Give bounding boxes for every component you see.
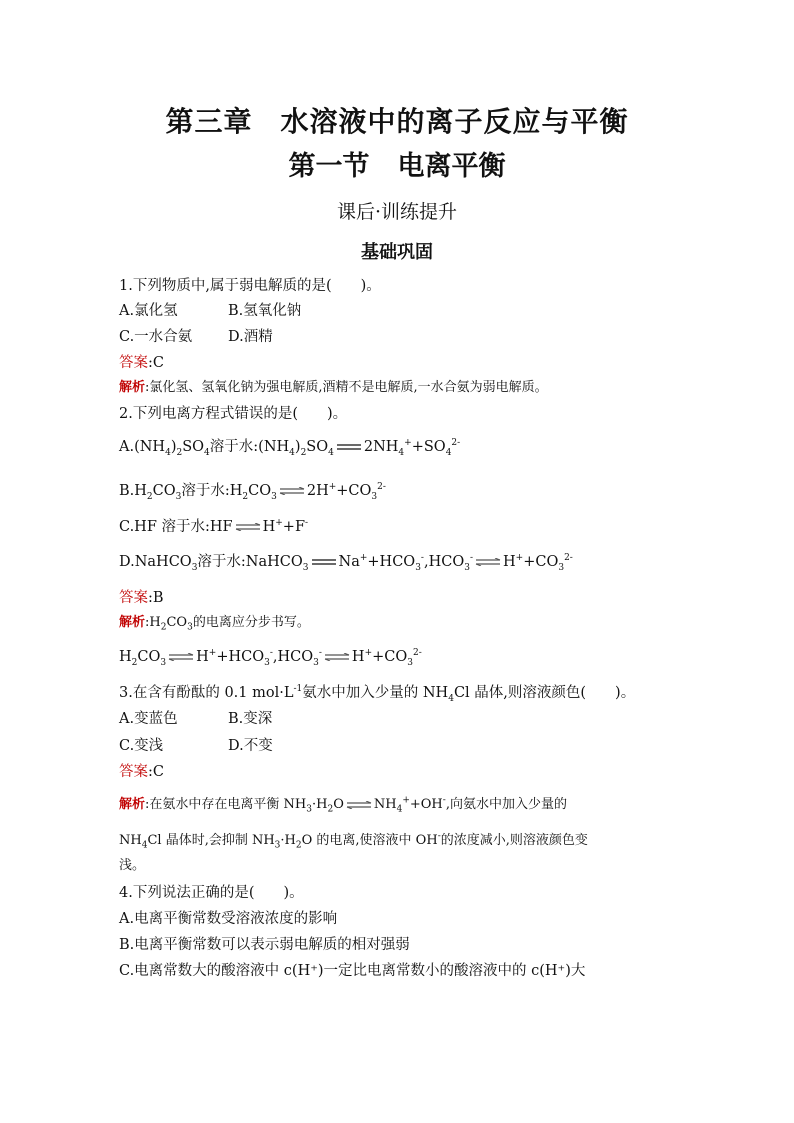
q2-option-d: D.NaHCO$_3$溶于水:NaHCO$_3$ $Na^++HCO_3^-,HCO_3^-$ $H^++CO_3^{2-}$ bbox=[119, 553, 573, 573]
equilibrium-arrow-icon bbox=[324, 653, 350, 661]
explain-label: 解析 bbox=[119, 797, 146, 812]
q2-option-c: C.HF 溶于水:HF H++F- bbox=[119, 518, 309, 535]
q4-option-b: B.电离平衡常数可以表示弱电解质的相对强弱 bbox=[119, 937, 410, 953]
answer-label: 答案 bbox=[119, 355, 148, 371]
chapter-number: 第三章 bbox=[165, 105, 253, 138]
equilibrium-arrow-icon bbox=[235, 523, 261, 531]
q2-answer-value: :B bbox=[148, 590, 164, 606]
q3-explanation-line2: $NH_4Cl$ 晶体时,会抑制 $NH_3\cdot H_2O$ 的电离,使溶液中 OH-的浓度减小,则溶液颜色变 bbox=[119, 831, 588, 851]
q3-explain-part-a: :在氨水中存在电离平衡 NH bbox=[145, 797, 307, 812]
q4-stem: 4.下列说法正确的是( )。 bbox=[119, 885, 304, 901]
q2-answer bbox=[119, 588, 164, 608]
q3-option-a: A.变蓝色 bbox=[119, 711, 178, 727]
q3-explanation-line3: 浅。 bbox=[119, 858, 146, 873]
equals-sign-icon bbox=[311, 558, 337, 566]
q1-option-d: D.酒精 bbox=[228, 329, 273, 345]
q3-stem-part-b: 氨水中加入少量的 NH bbox=[302, 685, 449, 701]
q2-explain-text: 的电离应分步书写。 bbox=[192, 615, 310, 630]
q2-stem: 2.下列电离方程式错误的是( )。 bbox=[119, 406, 348, 422]
q3-answer-value: :C bbox=[148, 764, 164, 780]
q2-option-a: $A.(NH_4)_2SO_4$溶于水$:(NH_4)_2SO_4$ $2NH_4^++SO_4^{2-}$ bbox=[119, 438, 461, 458]
q3-option-d: D.不变 bbox=[228, 738, 273, 754]
equals-sign-icon bbox=[336, 443, 362, 451]
q1-option-c: C.一水合氨 bbox=[119, 329, 193, 345]
subtitle: 课后·训练提升 bbox=[336, 201, 458, 223]
q3-explain-part-b: ,向氨水中加入少量的 bbox=[445, 797, 567, 812]
q1-option-a: A.氯化氢 bbox=[119, 303, 178, 319]
q3-option-b: B.变深 bbox=[228, 711, 273, 727]
q1-option-b: B.氢氧化钠 bbox=[228, 303, 302, 319]
explain-label: 解析 bbox=[119, 615, 146, 630]
q3-stem-part-a: 3.在含有酚酞的 0.1 mol·L bbox=[119, 685, 294, 701]
part-heading: 基础巩固 bbox=[361, 242, 433, 263]
section-heading bbox=[0, 144, 794, 183]
section-number: 第一节 bbox=[288, 151, 370, 182]
q3-explanation-line1: 解析:在氨水中存在电离平衡 $NH_3\cdot H_2O$ $NH_4^++OH^-$,向氨水中加入少量的 bbox=[119, 795, 567, 815]
q3-option-c: C.变浅 bbox=[119, 738, 164, 754]
q2-explain-equation: $H_2CO_3$ $H^++HCO_3^-,HCO_3^-$ $H^++CO_3^{2-}$ bbox=[119, 648, 422, 668]
q1-explain-text: :氯化氢、氢氧化钠为强电解质,酒精不是电解质,一水合氨为弱电解质。 bbox=[145, 380, 548, 395]
q1-explanation bbox=[119, 378, 548, 398]
equilibrium-arrow-icon bbox=[279, 487, 305, 495]
equilibrium-arrow-icon bbox=[346, 801, 372, 809]
q3-explain-part-c: Cl 晶体时,会抑制 NH bbox=[147, 833, 275, 848]
q2-explanation: 解析$:H_2CO_3$的电离应分步书写。 bbox=[119, 615, 310, 633]
explain-label: 解析 bbox=[119, 380, 146, 395]
answer-label: 答案 bbox=[119, 590, 148, 606]
q4-option-a: A.电离平衡常数受溶液浓度的影响 bbox=[119, 911, 338, 927]
answer-label: 答案 bbox=[119, 764, 148, 780]
q3-stem-part-c: Cl 晶体,则溶液颜色( )。 bbox=[453, 685, 636, 701]
section-title: 电离平衡 bbox=[397, 151, 506, 182]
q2-option-b: $B.H_2CO_3$溶于水$:H_2CO_3$ $2H^++CO_3^{2-}$ bbox=[119, 482, 386, 502]
q4-option-c: C.电离常数大的酸溶液中 c(H⁺)一定比电离常数小的酸溶液中的 c(H⁺)大 bbox=[119, 963, 586, 979]
equilibrium-arrow-icon bbox=[168, 653, 194, 661]
q1-stem: 1.下列物质中,属于弱电解质的是( )。 bbox=[119, 278, 381, 294]
q1-answer bbox=[119, 353, 164, 373]
q3-answer bbox=[119, 762, 164, 782]
chapter-heading bbox=[0, 100, 794, 140]
q3-stem: 3.在含有酚酞的 0.1 $mol\cdot L^{-1}$氨水中加入少量的 $NH_4Cl$ 晶体,则溶液颜色( )。 bbox=[119, 684, 636, 704]
chapter-title: 水溶液中的离子反应与平衡 bbox=[280, 105, 629, 138]
equilibrium-arrow-icon bbox=[475, 558, 501, 566]
q1-answer-value: :C bbox=[148, 355, 164, 371]
q3-explain-part-d: O 的电离,使溶液中 OH bbox=[301, 833, 438, 848]
q3-explain-part-e: 的浓度减小,则溶液颜色变 bbox=[440, 833, 588, 848]
